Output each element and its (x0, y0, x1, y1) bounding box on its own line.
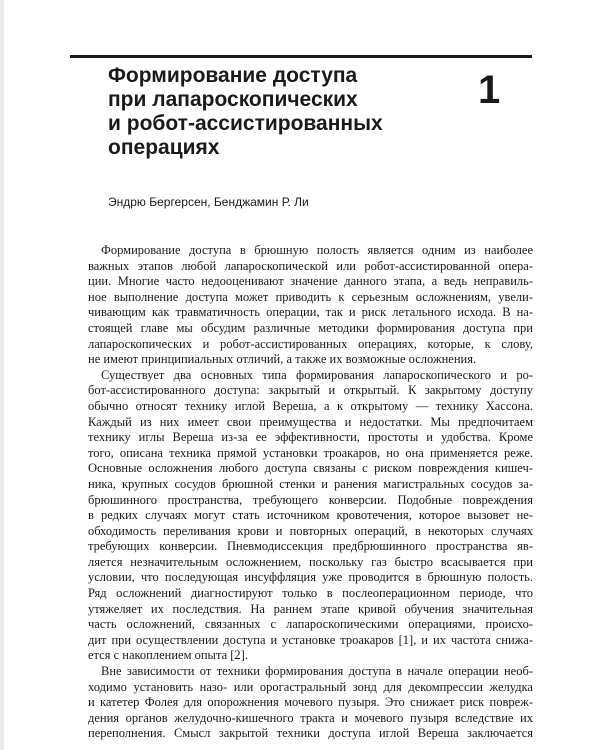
chapter-title-line: и робот-ассистированных (108, 112, 383, 135)
text-line: Ряд осложнений диагностируют только в послеоперационном периоде, что (88, 586, 533, 601)
text-line: переполнения. Смысл закрытой техники доступа иглой Вереша заключается (88, 726, 533, 741)
text-line: дения органов желудочно-кишечного тракта и мочевого пузыря вследствие их (88, 710, 533, 725)
text-line: условии, что последующая инсуффляция уже проводится в брюшную полость. (88, 570, 533, 585)
text-line: чивающим как травматичность операции, так и риск летального исхода. В на- (88, 305, 533, 320)
page-gutter-shadow (0, 0, 4, 750)
text-line: бот-ассистированного доступа: закрытый и открытый. К закрытому доступу (88, 383, 533, 398)
text-line: и катетер Фолея для опорожнения мочевого пузыря. Это снижает риск повреж- (88, 695, 533, 710)
text-line: Существует два основных типа формирования лапароскопического и ро- (101, 367, 533, 382)
text-line: утяжеляет их последствия. На раннем этапе кривой обучения значительная (88, 601, 533, 616)
text-line: обычно относят технику иглой Вереша, а к открытому — технику Хассона. (88, 398, 533, 413)
text-line: дит при осуществлении доступа и установке троакаров [1], и их частота снижа- (88, 632, 533, 647)
text-line: обходимость переливания крови и повторных операций, в некоторых случаях (88, 523, 533, 538)
chapter-title-line: операциях (108, 136, 220, 159)
text-line: технику иглы Вереша из-за ее эффективности, простоты и удобства. Кроме (88, 430, 533, 445)
text-line: ляется незначительным осложнением, поскольку газ быстро всасывается при (88, 554, 533, 569)
chapter-header-rule (70, 55, 532, 58)
text-line: часть осложнений, связанных с лапароскопическими операциями, происхо- (88, 617, 533, 632)
text-line: ходимо установить назо- или орогастральный зонд для декомпрессии желудка (88, 679, 533, 694)
text-line: важных этапов любой лапароскопической или робот-ассистированной опера- (88, 258, 533, 273)
text-line: стоящей главе мы обсудим различные методики формирования доступа при (88, 320, 533, 335)
text-line: требующих конверсии. Пневмодиссекция предбрюшинного пространства яв- (88, 539, 533, 554)
body-text (88, 243, 533, 742)
chapter-authors: Эндрю Бергерсен, Бенджамин Р. Ли (108, 195, 309, 209)
chapter-title (108, 64, 468, 160)
chapter-title-line: при лапароскопических (108, 88, 358, 111)
text-line: Основные осложнения любого доступа связаны с риском повреждения кишеч- (88, 461, 533, 476)
text-line: ции. Многие часто недооценивают значение данного этапа, а ведь неправиль- (88, 274, 533, 289)
chapter-number: 1 (478, 68, 501, 112)
chapter-title-line: Формирование доступа (108, 64, 358, 87)
text-line: ника, крупных сосудов брюшной стенки и ранения магистральных сосудов за- (88, 476, 533, 491)
text-line: в редких случаях могут стать источником кровотечения, которое вызовет не- (88, 508, 533, 523)
text-line: ется с накоплением опыта [2]. (88, 648, 248, 663)
text-line: Формирование доступа в брюшную полость является одним из наиболее (101, 243, 533, 257)
text-line: Каждый из них имеет свои преимущества и недостатки. Мы предпочитаем (88, 414, 533, 429)
text-line: Вне зависимости от техники формирования доступа в начале операции необ- (101, 664, 533, 679)
text-line: того, описана техника прямой установки троакаров, но она применяется реже. (88, 445, 533, 460)
text-line: ное выполнение доступа может приводить к серьезным осложнениям, увели- (88, 289, 533, 304)
text-line: брюшинного пространства, требующего конверсии. Подобные повреждения (88, 492, 533, 507)
text-line: не имеют принципиальных отличий, а также их возможные осложнения. (88, 352, 477, 367)
text-line: лапароскопических и робот-ассистированных операциях, которые, к слову, (88, 336, 533, 351)
